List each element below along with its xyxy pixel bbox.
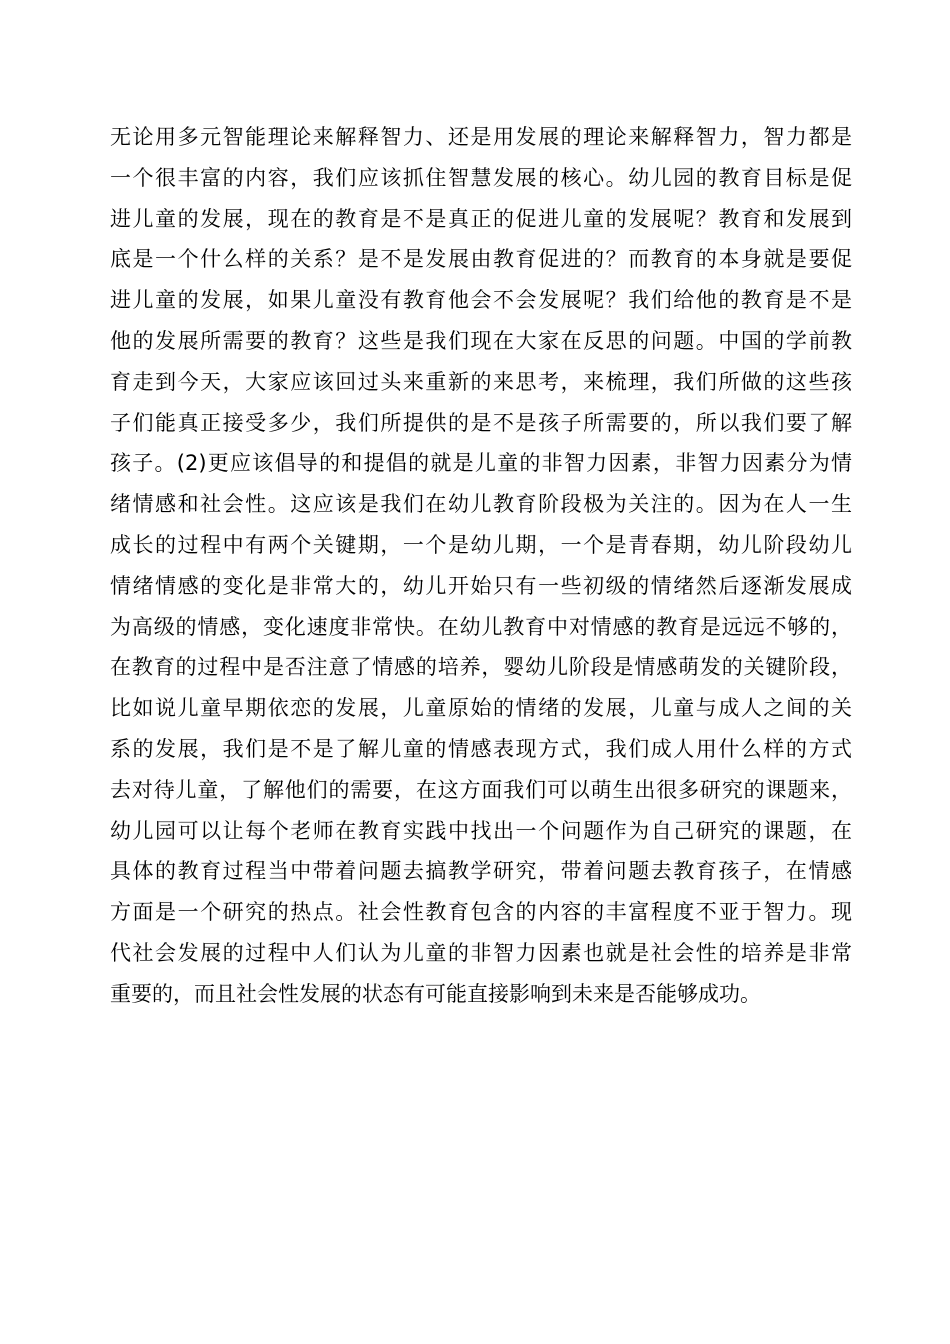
text-line: 进儿童的发展，现在的教育是不是真正的促进儿童的发展呢？教育和发展到 bbox=[110, 206, 852, 231]
text-line: 系的发展，我们是不是了解儿童的情感表现方式，我们成人用什么样的方式 bbox=[110, 736, 852, 761]
text-line: 比如说儿童早期依恋的发展，儿童原始的情绪的发展，儿童与成人之间的关 bbox=[110, 696, 852, 721]
text-line: 具体的教育过程当中带着问题去搞教学研究，带着问题去教育孩子，在情感 bbox=[110, 859, 852, 884]
text-line: 育走到今天，大家应该回过头来重新的来思考，来梳理，我们所做的这些孩 bbox=[110, 369, 852, 394]
text-line: 代社会发展的过程中人们认为儿童的非智力因素也就是社会性的培养是非常 bbox=[110, 940, 852, 965]
text-line: 他的发展所需要的教育？这些是我们现在大家在反思的问题。中国的学前教 bbox=[110, 328, 852, 353]
body-paragraph bbox=[110, 117, 852, 1015]
text-line: 重要的，而且社会性发展的状态有可能直接影响到未来是否能够成功。 bbox=[110, 981, 761, 1006]
text-line: 在教育的过程中是否注意了情感的培养，婴幼儿阶段是情感萌发的关键阶段， bbox=[110, 655, 852, 680]
text-line: 底是一个什么样的关系？是不是发展由教育促进的？而教育的本身就是要促 bbox=[110, 247, 852, 272]
text-line: 情绪情感的变化是非常大的，幼儿开始只有一些初级的情绪然后逐渐发展成 bbox=[110, 573, 852, 598]
text-line: 去对待儿童，了解他们的需要，在这方面我们可以萌生出很多研究的课题来， bbox=[110, 777, 852, 802]
text-line: 绪情感和社会性。这应该是我们在幼儿教育阶段极为关注的。因为在人一生 bbox=[110, 492, 852, 517]
text-line: 子们能真正接受多少，我们所提供的是不是孩子所需要的，所以我们要了解 bbox=[110, 410, 852, 435]
text-line: 成长的过程中有两个关键期，一个是幼儿期，一个是青春期，幼儿阶段幼儿 bbox=[110, 532, 852, 557]
text-line: 方面是一个研究的热点。社会性教育包含的内容的丰富程度不亚于智力。现 bbox=[110, 900, 852, 925]
text-line: 一个很丰富的内容，我们应该抓住智慧发展的核心。幼儿园的教育目标是促 bbox=[110, 165, 852, 190]
text-line: 幼儿园可以让每个老师在教育实践中找出一个问题作为自己研究的课题，在 bbox=[110, 818, 852, 843]
text-line: 孩子。(2)更应该倡导的和提倡的就是儿童的非智力因素，非智力因素分为情 bbox=[110, 451, 852, 476]
text-line: 为高级的情感，变化速度非常快。在幼儿教育中对情感的教育是远远不够的， bbox=[110, 614, 852, 639]
text-line: 无论用多元智能理论来解释智力、还是用发展的理论来解释智力，智力都是 bbox=[110, 125, 852, 149]
text-line: 进儿童的发展，如果儿童没有教育他会不会发展呢？我们给他的教育是不是 bbox=[110, 288, 852, 313]
